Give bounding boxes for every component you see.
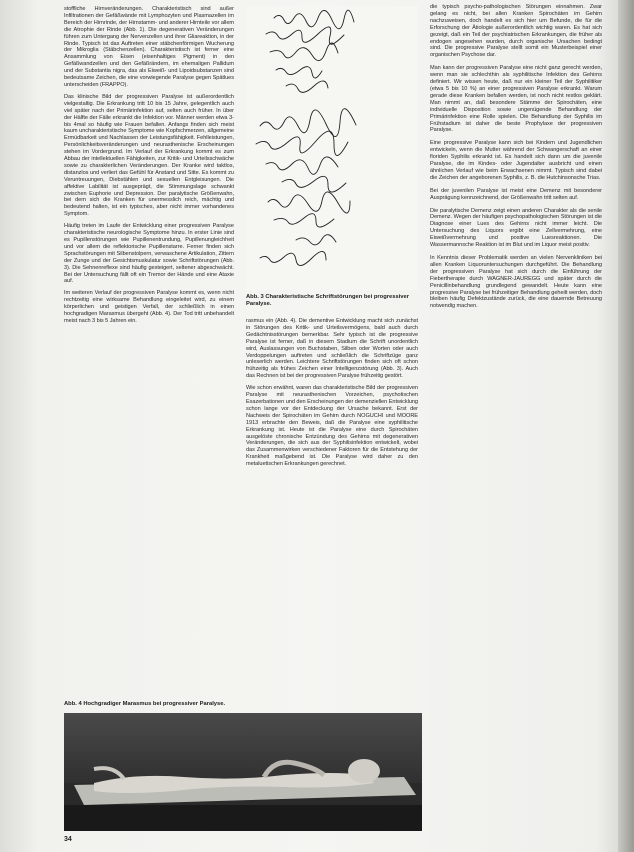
paragraph: Häufig treten im Laufe der Entwicklung einer progressiven Paralyse charakteristische neurologische Symptome hinzu. In erster Linie sind es Pupillenstörungen wie Pupillenentrundung, Pupillenungleichheit und vor allem die reflektorische Pupillenstarre. Ferner finden sich Sprachstörungen mit Silbenstolpern, verwaschene Artikulation, Zittern der Zunge und der Gesichtsmuskulatur sowie Schriftstörungen (Abb. 3). Die Sehnenreflexe sind häufig gesteigert, seltener abgeschwächt. Bei der Untersuchung fällt oft ein Tremor der Hände und eine Ataxie auf.: [64, 223, 234, 285]
figure-4-caption: Abb. 4 Hochgradiger Marasmus bei progressiver Paralyse.: [64, 701, 226, 707]
patient-photo: [64, 713, 422, 831]
page-number: 34: [64, 836, 72, 843]
paragraph: stoffliche Hirnveränderungen. Charakteristisch sind außer Infiltrationen der Gefäßwände mit Lymphozyten und Plasmazellen im Bereich der Hirnrinde, der Hirnstamm- und anderer Hirnteile vor allem die Atrophie der Rinde (Abb. 1). Die degenerativen Veränderungen führen zum Untergang der Nervenzellen und ihrer Gliareaktion, in der Rinde. Typisch ist das Auftreten einer stäbchenförmigen Wucherung der Mikroglia (Stäbchenzellen). Charakteristisch ist ferner eine Ansammlung von Eisen (eisenhaltiges Pigment) in den Gefäßwandzellen und den Gefäßrändern, im ehemaligen Pallidum und der Substantia nigra, das als Eiweiß- und Lipoidsubstanzen sind bedeutsame Zeichen, die eine vorwiegende Paralyse gegen Spätlues unterscheiden (FRAPPO).: [64, 6, 234, 88]
paragraph: Eine progressive Paralyse kann sich bei Kindern und Jugendlichen entwickeln, wenn die Mutter während der Schwangerschaft an einer floriden Syphilis erkrankt ist. Es handelt sich dann um die juvenile Paralyse, die im Kindes- oder Jugendalter ausbricht und einen ähnlichen Verlauf wie beim Erwachsenen nimmt. Typisch sind dabei die Zeichen der angeborenen Syphilis, z. B. die Hutchinsonsche Trias.: [430, 140, 602, 181]
paragraph: Bei der juvenilen Paralyse ist meist eine Demenz mit besonderer Ausprägung kennzeichnend, der Größenwahn tritt selten auf.: [430, 187, 602, 201]
text-column-right: [430, 4, 602, 316]
paragraph: Das klinische Bild der progressiven Paralyse ist außerordentlich vielgestaltig. Die Erkrankung tritt 10 bis 15 Jahre, gelegentlich auch viel später nach der Primärinfektion auf, selten auch früher. In über der Hälfte der Fälle erkrankt die Infektion vor. Männer werden etwa 3- bis 4mal so häufig wie Frauen befallen. Anfangs finden sich meist kaum uncharakteristische Symptome wie Kopfschmerzen, allgemeine Ermüdbarkeit und Nachlassen der Leistungsfähigkeit. Fehlleistungen, Persönlichkeitsveränderungen und neurasthenische Erscheinungen stehen im Vordergrund. Im Verlauf der Erkrankung kommt es zum Abbau der intellektuellen Fähigkeiten, zur Kritik- und Urteilsschwäche sowie zu charakterlichen Veränderungen. Der Kranke wird taktlos, distanzlos und verliert das Gefühl für Anstand und Sitte. Es kommt zu Veruntreuungen, Diebstählen und sexuellen Entgleisungen. Die affektive Labilität ist ausgeprägt, die Stimmungslage schwankt zwischen Euphorie und Depression. Der paralytische Größenwahn, bei dem sich die Kranken für unermesslich reich, mächtig und bedeutend halten, ist ein typisches, aber nicht immer vorhandenes Symptom.: [64, 93, 234, 218]
handwriting-sample-figure: [246, 6, 418, 290]
paragraph: die typisch psycho-pathologischen Störungen einnahmen. Zwar gelang es nicht, bei allen Kranken Spirochäten im Gehirn nachzuweisen, doch handelt es sich hier um Befunde, die für die Erforschung der Ätiologie außerordentlich wichtig waren. Es hat sich gezeigt, daß ein Teil der psychiatrischen Erkrankungen, die früher als endogen angesehen wurden, durch organische Ursachen bedingt sind. Die progressive Paralyse stellt somit ein Musterbeispiel einer organischen Psychose dar.: [430, 4, 602, 59]
handwriting-sample-image: [246, 6, 418, 290]
paragraph: rasmus ein (Abb. 4). Die dementive Entwicklung macht sich zunächst in Störungen des Kritik- und Urteilsvermögens, bald auch durch Gedächtnisstörungen bemerkbar. Sehr typisch ist die progressive Paralyse ist ferner, daß in diesem Stadium die Schrift unordentlich wird, Auslassungen von Buchstaben, Silben oder Worten oder auch Verdoppelungen auftreten und schließlich die Schriftzüge ganz unleserlich werden. Leichtere Schriftstörungen finden sich oft schon frühzeitig als frühes Zeichen einer Intelligenzstörung (Abb. 3). Auch das Rechnen ist bei der progressiven Paralyse frühzeitig gestört.: [246, 318, 418, 380]
page-edge-shadow: [618, 0, 634, 852]
paragraph: Man kann der progressiven Paralyse eine nicht ganz gerecht werden, wenn man sie schlechthin als syphilitische Infektion des Gehirns definiert. Wir wissen heute, daß nur ein kleiner Teil der Syphilitiker (etwa 5 bis 10 %) an einer progressiven Paralyse erkrankt. Warum gerade diese Kranken befallen werden, ist noch nicht restlos geklärt. Man nimmt an, daß besondere Stämme der Spirochäten, eine individuelle Disposition sowie ungenügende Behandlung der Primärinfektion eine Rolle spielen. Die Behandlung der Syphilis im Frühstadium ist daher die beste Prophylaxe der progressiven Paralyse.: [430, 65, 602, 134]
text-column-left: [64, 6, 234, 330]
paragraph: In Kenntnis dieser Problematik werden an vielen Nervenkliniken bei allen Kranken Liquoruntersuchungen durchgeführt. Die Behandlung der progressiven Paralyse hat sich durch die Einführung der Fiebertherapie durch WAGNER-JAUREGG und später durch die Penicillinbehandlung grundlegend gewandelt. Heute kann eine progressive Paralyse bei frühzeitiger Behandlung geheilt werden, doch bleiben häufig Defektzustände zurück, die eine dauernde Betreuung notwendig machen.: [430, 255, 602, 310]
paragraph: Im weiteren Verlauf der progressiven Paralyse kommt es, wenn nicht rechtzeitig eine wirksame Behandlung eingeleitet wird, zu einem körperlichen und geistigen Verfall, der schließlich in einen hochgradigen Marasmus übergeht (Abb. 4). Der Tod tritt unbehandelt meist nach 3 bis 5 Jahren ein.: [64, 290, 234, 324]
paragraph: Wie schon erwähnt, waren das charakteristische Bild der progressiven Paralyse mit neurasthenischen Vorzeichen, psychotischen Exazerbationen und den Erscheinungen der demenziellen Entwicklung schon lange vor der Entdeckung der Ursache bekannt. Erst der Nachweis der Spirochäten im Gehirn durch NOGUCHI und MOORE 1913 erbrachte den Beweis, daß die Paralyse eine syphilitische Erkrankung ist. Heute ist die Paralyse eine durch Spirochäten ausgelöste chronische Entzündung des Gehirns mit degenerativen Veränderungen, die sich aus der Syphilisinfektion entwickelt, wobei das Zusammenwirken verschiedener Faktoren für die Entstehung der Krankheit maßgebend ist. Die Paralyse wird daher zu den metaluetischen Erkrankungen gerechnet.: [246, 385, 418, 468]
paragraph: Die paralytische Demenz zeigt einen anderen Charakter als die senile Demenz. Wegen der häufigen psychopathologischen Störungen ist die Diagnose einer Lues des Gehirns nicht immer leicht. Die Untersuchung des Liquors ergibt eine Zellvermehrung, eine Eiweißvermehrung und positive Luesreaktionen. Die Wassermannsche Reaktion ist im Blut und im Liquor meist positiv.: [430, 207, 602, 249]
marasmus-photo-image: [64, 713, 422, 831]
text-column-middle: [246, 318, 418, 473]
figure-3-caption: Abb. 3 Charakteristische Schriftstörungen bei progressiver Paralyse.: [246, 294, 410, 307]
